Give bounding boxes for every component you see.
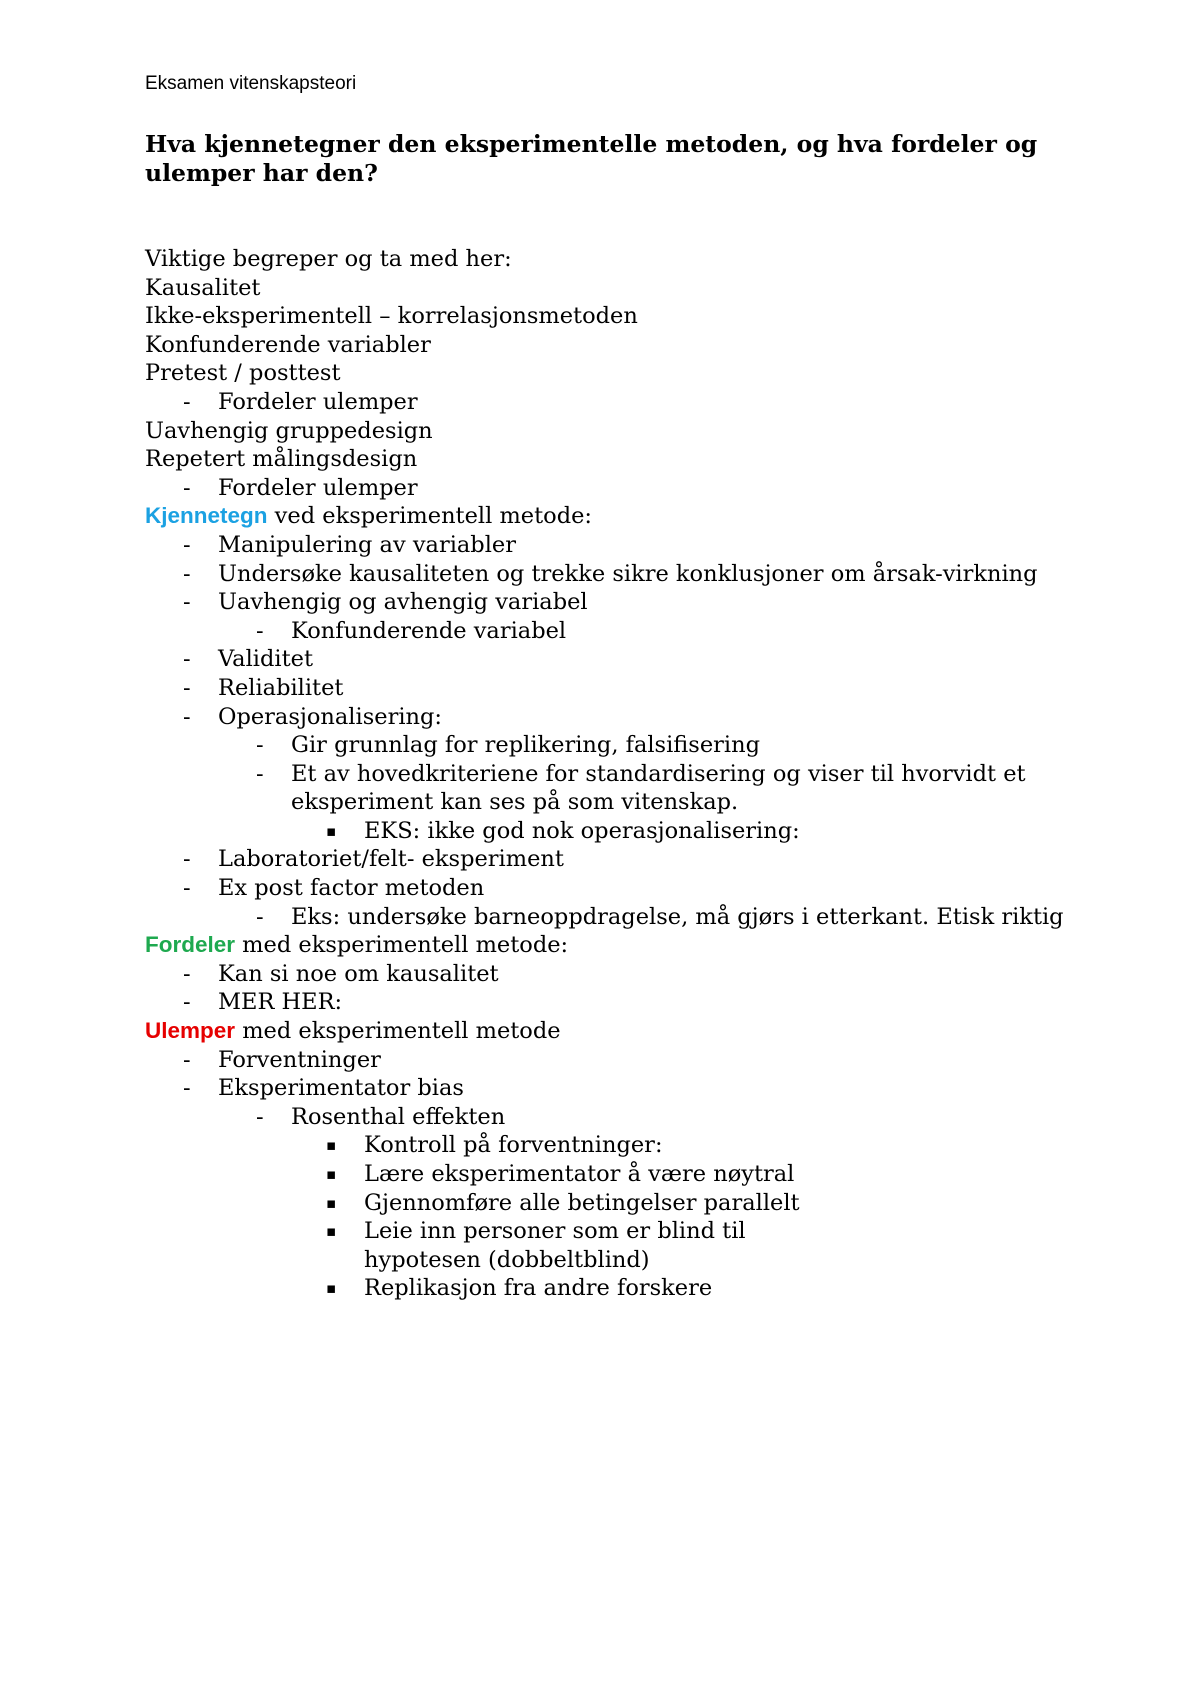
dash-bullet: -: [183, 960, 191, 987]
ulemper-subsubitem: [145, 1274, 1080, 1303]
dash-bullet: -: [256, 903, 264, 930]
ulemper-subsubitem-text: Leie inn personer som er blind til hypotesen (dobbeltblind): [364, 1218, 746, 1273]
dash-bullet: -: [183, 989, 191, 1016]
kjennetegn-subitem: [145, 760, 1080, 817]
fordeler-item: [145, 960, 1080, 989]
intro-heading: Viktige begreper og ta med her:: [145, 246, 512, 272]
dash-bullet: -: [183, 388, 191, 415]
dash-bullet: -: [183, 674, 191, 701]
ulemper-subsubitem: [145, 1217, 864, 1274]
ulemper-item: [145, 1046, 1080, 1075]
dash-bullet: -: [256, 732, 264, 759]
square-bullet-icon: ▪: [326, 1193, 337, 1212]
kjennetegn-item: [145, 588, 1080, 617]
kjennetegn-subsubitem-text: EKS: ikke god nok operasjonalisering:: [364, 817, 800, 844]
ulemper-heading: [145, 1017, 1080, 1046]
ulemper-subsubitem-text: Kontroll på forventninger:: [364, 1132, 663, 1159]
kjennetegn-subitem-text: Gir grunnlag for replikering, falsifisering: [291, 732, 761, 759]
kjennetegn-subitem-text: Eks: undersøke barneoppdragelse, må gjørs i etterkant. Etisk riktig: [291, 903, 1064, 930]
ulemper-subsubitem-text: Gjennomføre alle betingelser parallelt: [364, 1189, 800, 1216]
kjennetegn-heading-text: ved eksperimentell metode:: [267, 503, 592, 530]
kjennetegn-item-text: Manipulering av variabler: [218, 531, 516, 558]
ulemper-subsubitem: [145, 1131, 1080, 1160]
kjennetegn-subitem-text: Et av hovedkriteriene for standardisering og viser til hvorvidt et eksperiment kan ses på som vitenskap.: [291, 760, 1026, 816]
ulemper-item-text: Forventninger: [218, 1046, 381, 1073]
ulemper-keyword: Ulemper: [145, 1018, 236, 1044]
fordeler-heading: [145, 931, 1080, 960]
kjennetegn-item: [145, 531, 1080, 560]
square-bullet-icon: ▪: [326, 1279, 337, 1298]
document-title: Hva kjennetegner den eksperimentelle metoden, og hva fordeler og ulemper har den?: [145, 130, 1038, 187]
kjennetegn-item-text: Uavhengig og avhengig variabel: [218, 589, 588, 616]
intro-item: Konfunderende variabler: [145, 331, 431, 358]
fordeler-item: [145, 988, 1080, 1017]
document-page: [145, 72, 1080, 1303]
square-bullet-icon: ▪: [326, 1165, 337, 1183]
ulemper-subsubitem-text: Lære eksperimentator å være nøytral: [364, 1161, 795, 1187]
intro-subitem: [145, 388, 1080, 417]
ulemper-heading-text: med eksperimentell metode: [235, 1018, 561, 1045]
intro-item: Kausalitet: [145, 274, 261, 301]
kjennetegn-subitem: [145, 617, 1080, 646]
kjennetegn-item: [145, 645, 1080, 674]
fordeler-item-text: Kan si noe om kausalitet: [218, 960, 499, 987]
intro-item: Repetert målingsdesign: [145, 446, 418, 473]
square-bullet-icon: ▪: [326, 1136, 337, 1155]
kjennetegn-keyword: Kjennetegn: [145, 503, 268, 529]
ulemper-subitem-text: Rosenthal effekten: [291, 1103, 506, 1130]
dash-bullet: -: [183, 531, 191, 558]
ulemper-subsubitem-text: Replikasjon fra andre forskere: [364, 1275, 713, 1302]
dash-bullet: -: [256, 617, 264, 644]
dash-bullet: -: [183, 846, 191, 873]
ulemper-subsubitem: [145, 1160, 1080, 1189]
dash-bullet: -: [256, 760, 264, 787]
square-bullet-icon: ▪: [326, 821, 337, 840]
intro-subitem-text: Fordeler ulemper: [218, 388, 418, 415]
kjennetegn-subitem: [145, 731, 1080, 760]
kjennetegn-subsubitem: [145, 817, 1080, 846]
kjennetegn-item-text: Validitet: [218, 646, 313, 673]
dash-bullet: -: [183, 1046, 191, 1073]
ulemper-item: [145, 1074, 1080, 1103]
dash-bullet: -: [183, 1075, 191, 1102]
document-body: [145, 245, 1080, 1303]
ulemper-subitem: [145, 1103, 1080, 1132]
kjennetegn-item-text: Operasjonalisering:: [218, 703, 442, 730]
intro-subitem: [145, 474, 1080, 503]
dash-bullet: -: [256, 1103, 264, 1130]
kjennetegn-item-text: Undersøke kausaliteten og trekke sikre konklusjoner om årsak-virkning: [218, 560, 1038, 587]
intro-item: Ikke-eksperimentell – korrelasjonsmetoden: [145, 303, 638, 330]
intro-item: Pretest / posttest: [145, 360, 341, 387]
fordeler-item-text: MER HER:: [218, 989, 343, 1016]
dash-bullet: -: [183, 474, 191, 501]
dash-bullet: -: [183, 703, 191, 730]
kjennetegn-item-text: Ex post factor metoden: [218, 875, 485, 902]
kjennetegn-item-text: Laboratoriet/felt- eksperiment: [218, 846, 564, 873]
kjennetegn-item: [145, 703, 1080, 732]
ulemper-item-text: Eksperimentator bias: [218, 1075, 464, 1102]
dash-bullet: -: [183, 646, 191, 673]
fordeler-heading-text: med eksperimentell metode:: [235, 932, 569, 959]
dash-bullet: -: [183, 589, 191, 616]
dash-bullet: -: [183, 560, 191, 587]
kjennetegn-item: [145, 874, 1080, 903]
intro-item: Uavhengig gruppedesign: [145, 417, 433, 444]
kjennetegn-subitem: [145, 903, 1080, 932]
kjennetegn-item-text: Reliabilitet: [218, 674, 344, 701]
kjennetegn-subitem-text: Konfunderende variabel: [291, 617, 567, 644]
fordeler-keyword: Fordeler: [145, 932, 236, 958]
kjennetegn-item: [145, 845, 1080, 874]
dash-bullet: -: [183, 875, 191, 902]
document-header: Eksamen vitenskapsteori: [145, 73, 357, 94]
square-bullet-icon: ▪: [326, 1222, 337, 1241]
intro-subitem-text: Fordeler ulemper: [218, 474, 418, 501]
kjennetegn-heading: [145, 502, 1080, 531]
ulemper-subsubitem: [145, 1189, 1080, 1218]
kjennetegn-item: [145, 674, 1080, 703]
kjennetegn-item: [145, 560, 1080, 589]
